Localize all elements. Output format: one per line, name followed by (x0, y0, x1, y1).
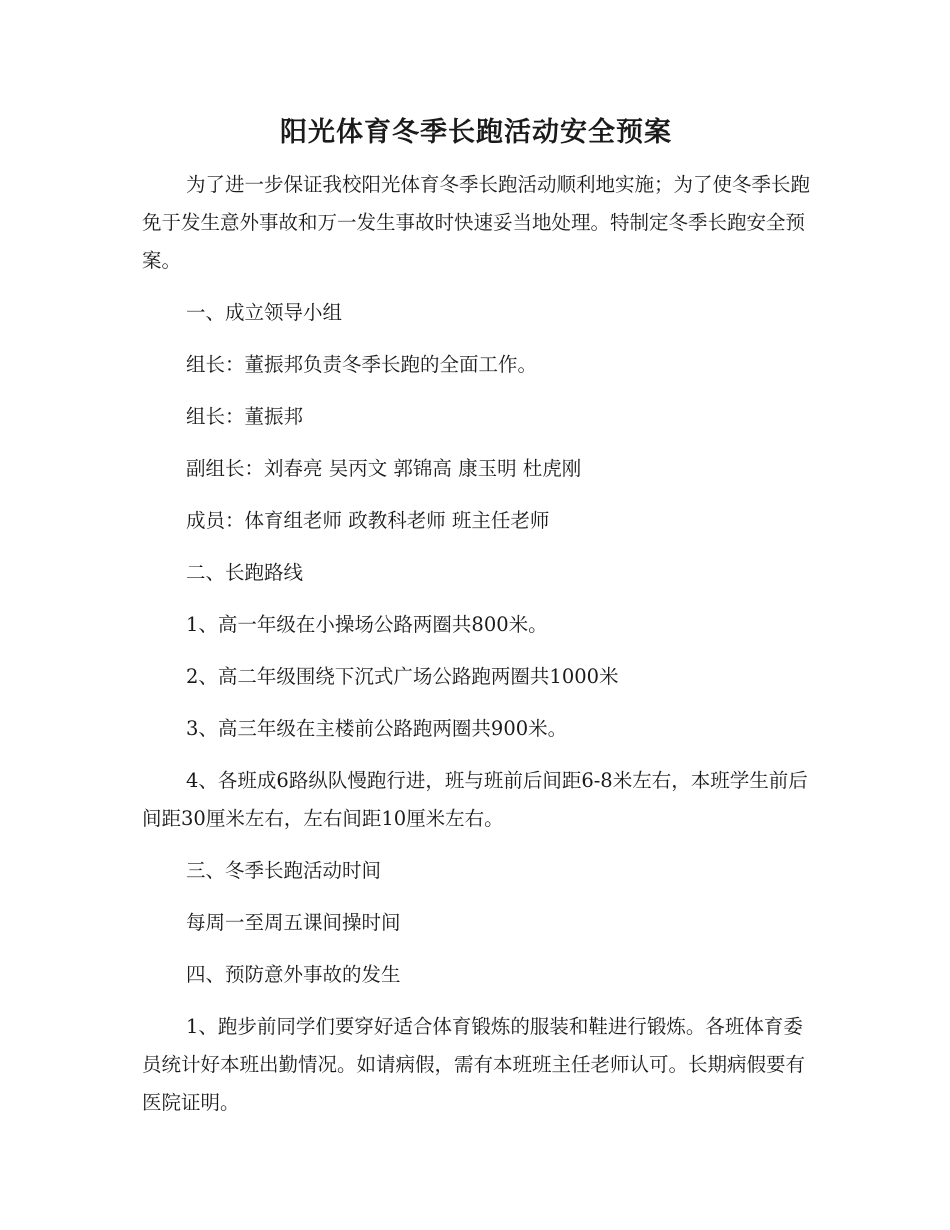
route-item-grade-2: 2、高二年级围绕下沉式广场公路跑两圈共1000米 (186, 664, 619, 688)
leader-line: 组长：董振邦 (186, 404, 304, 428)
route-item-grade-1: 1、高一年级在小操场公路两圈共800米。 (186, 612, 548, 636)
leader-responsibility: 组长：董振邦负责冬季长跑的全面工作。 (186, 352, 538, 376)
section-heading-route: 二、长跑路线 (186, 560, 304, 584)
prevention-item-1: 1、跑步前同学们要穿好适合体育锻炼的服装和鞋进行锻炼。各班体育委员统计好本班出勤情况。如请病假，需有本班班主任老师认可。长期病假要有医院证明。 (142, 1014, 806, 1114)
intro-paragraph: 为了进一步保证我校阳光体育冬季长跑活动顺利地实施；为了使冬季长跑免于发生意外事故和万一发生事故时快速妥当地处理。特制定冬季长跑安全预案。 (142, 172, 811, 272)
section-heading-time: 三、冬季长跑活动时间 (186, 858, 382, 882)
route-item-formation: 4、各班成6路纵队慢跑行进，班与班前后间距6-8米左右，本班学生前后间距30厘米左右，左右间距10厘米左右。 (142, 768, 808, 830)
time-line: 每周一至周五课间操时间 (186, 910, 401, 934)
section-heading-prevention: 四、预防意外事故的发生 (186, 962, 401, 986)
section-heading-leadership: 一、成立领导小组 (186, 300, 343, 324)
route-item-grade-3: 3、高三年级在主楼前公路跑两圈共900米。 (186, 716, 568, 740)
members-line: 成员：体育组老师 政教科老师 班主任老师 (186, 508, 550, 532)
deputy-leaders-line: 副组长：刘春亮 吴丙文 郭锦高 康玉明 杜虎刚 (186, 456, 582, 480)
document-title: 阳光体育冬季长跑活动安全预案 (280, 117, 672, 148)
